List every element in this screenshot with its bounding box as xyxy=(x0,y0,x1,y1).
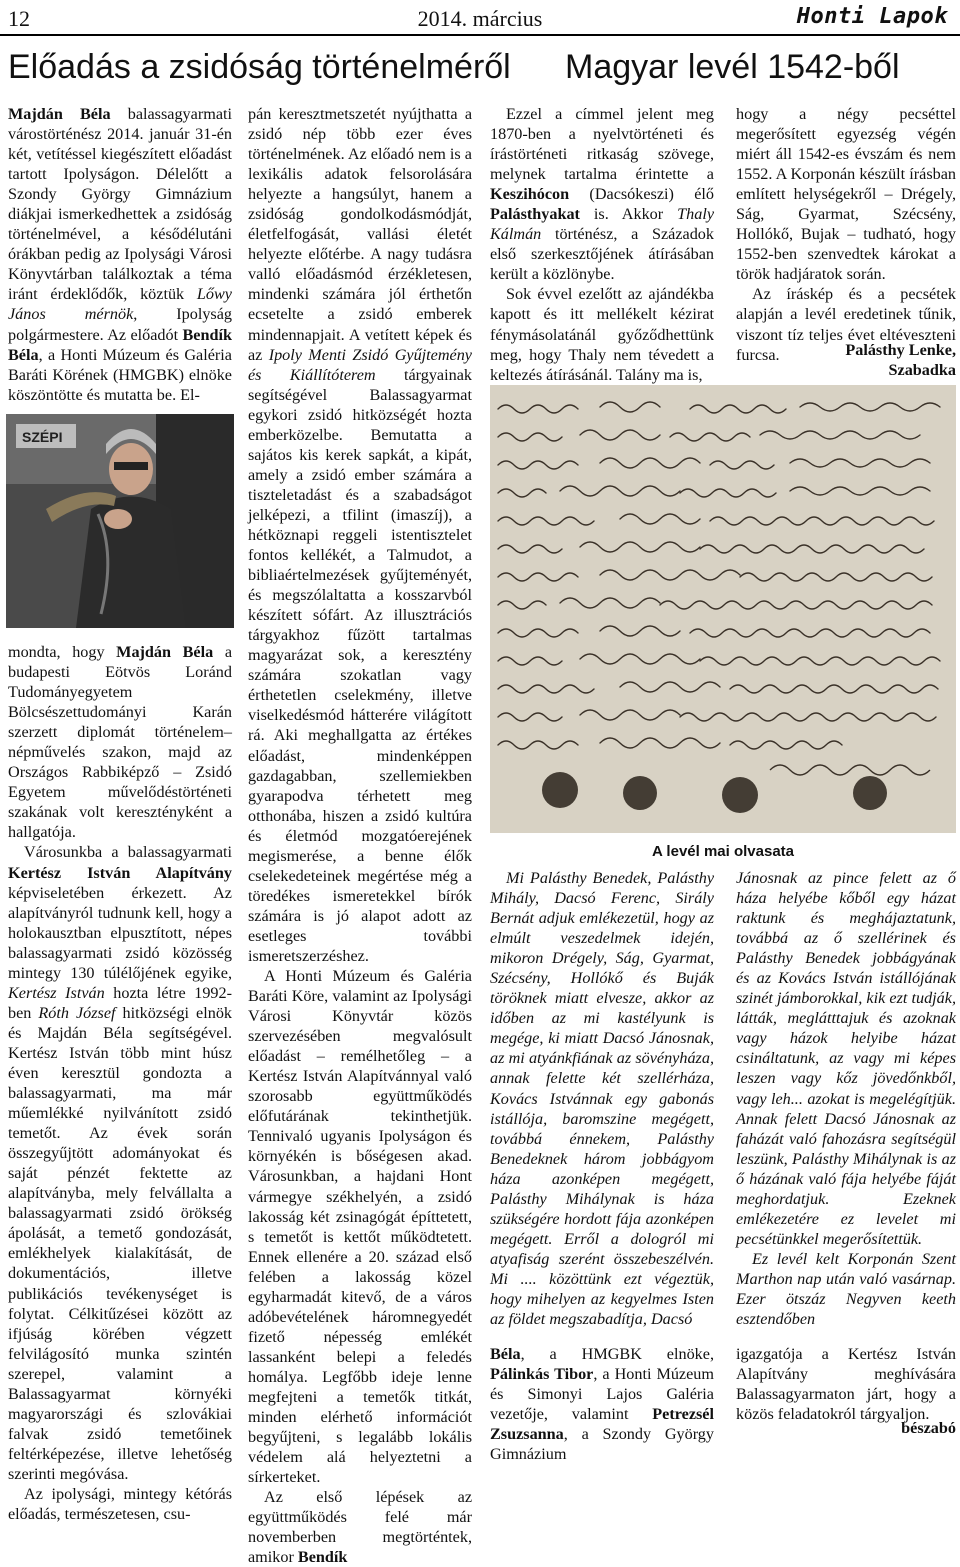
paragraph: Sok évvel ezelőtt az ajándékba kapott és itt mellékelt kézirat fénymásolatánál győződhettünk meg, hogy Thaly nem tévedett a keltezés átírásánál. Talány ma is, xyxy=(490,285,714,384)
paragraph: mondta, hogy Majdán Béla a budapesti Eötvös Loránd Tudományegyetem Bölcsészettudományi Karán szerzett diplomát történelem–népművelés szakon, majd az Országos Rabbiképző – Zsidó Egyetem művelődéstörténeti szakának volt keresztényként a hallgatója. xyxy=(8,643,233,842)
article1-col1-top xyxy=(8,104,232,405)
article1-continuation-col3 xyxy=(490,1344,714,1464)
article1-col2 xyxy=(248,104,472,1567)
letter-transcription-col2 xyxy=(736,868,956,1329)
article-title-left: Előadás a zsidóság történelméről xyxy=(8,48,511,86)
manuscript-caption: A levél mai olvasata xyxy=(651,843,795,860)
paragraph: Ez levél kelt Korponán Szent Marthon nap után való vasárnap. Ezer ötszáz Negyven keeth esztendőben xyxy=(736,1249,956,1329)
manuscript-image xyxy=(490,385,956,833)
article2-col4 xyxy=(736,104,956,365)
paragraph: Béla, a HMGBK elnöke, Pálinkás Tibor, a Honti Múzeum és Simonyi Lajos Galéria vezetője, valamint Petrezsél Zsuzsanna, a Szondy György Gimnázium xyxy=(490,1345,714,1464)
paragraph: A Honti Múzeum és Galéria Baráti Köre, valamint az Ipolysági Városi Könyvtár közös szervezésében megvalósult előadást – remélhetőleg – a Kertész István Alapítvánnyal való szorosabb együttműködés előfutárának tekinthetjük. Tennivaló ugyanis Ipolyságon és környékén is bőségesen akad. Városunkban, a hajdani Hont vármegye székhelyén, a zsidó lakosság két zsinagógát építtetett, s temetőt is kettőt működtetett. Ennek ellenére a 20. század első felében a lakosság közel egyharmadát kitevő, de a város adóbevételének háromnegyedét fizető népesség emlékét lassanként belepi a feledés homálya. Legfőbb ideje lenne megfejteni a temetők titkát, minden elérhető információt begyűjteni, s legalább lokális védelem alá helyeztetni a sírkerteket. xyxy=(248,967,472,1487)
paragraph: Majdán Béla balassagyarmati várostörténész 2014. január 31-én két, vetítéssel kiegészített előadást tartott Ipolyságon. Délelőtt a Szondy György Gimnázium diákjai ismerkedhettek a zsidóság történelmével, a késődélutáni órákban pedig az Ipolysági Városi Könyvtárban találkoztak a téma iránt érdeklődők, köztük Lőwy János mérnök, Ipolyság polgármestere. Az előadót Bendík Béla, a Honti Múzeum és Galéria Baráti Körének (HMGBK) elnöke köszöntötte és mutatta be. El- xyxy=(8,105,233,404)
article2-col3 xyxy=(490,104,714,385)
issue-date: 2014. március xyxy=(417,6,543,31)
article2-signature xyxy=(736,340,956,380)
newspaper-brand: Honti Lapok xyxy=(796,4,948,29)
header-rule xyxy=(0,34,960,36)
signature-name: Palásthy Lenke, xyxy=(845,341,956,359)
article1-col1-bottom xyxy=(8,642,232,1524)
manuscript-handwriting xyxy=(490,385,956,833)
speaker-photo xyxy=(6,414,234,628)
paragraph: Mi Palásthy Benedek, Palásthy Mihály, Dacsó Ferenc, Sirály Bernát adjuk emlékezetül, hogy az elmúlt veszedelmek idején, mikoron Drégely, Ság, Gyarmat, Szécsény, Hollókő és Buják töröknek miatt elvesze, akkor az időben az mi kastélyunk is megége, ki miatt Dacsó Jánosnak, az mi atyánkfiának az sövényháza, annak felette két szellérháza, Kovács Istvánnak egy gabonás istállója, baromszine megégett, továbbá énnekem, Palásthy Benedeknek három jobbágyom háza azonképen megégett, Palásthy Mihálynak is háza szükségére hordott fája azonképen megégett. Erről a dologról mi atyafiság szerént összebeszélvén. Mi .... közöttünk ezt végeztük, hogy mihelyen az kegyelmes Isten az földet megszabadítja, Dacsó xyxy=(490,869,714,1329)
signature-place: Szabadka xyxy=(888,361,956,380)
paragraph: Városunkba a balassagyarmati Kertész István Alapítvány képviseletében érkezett. Az alapítványról tudnunk kell, hogy a holokausztban elpusztított, népes balassagyarmati zsidó közösség mintegy 130 túlélőjének egyike, Kertész István hozta létre 1992-ben Róth József hitközségi elnök és Majdán Béla segítségével. Kertész István több mint húsz éven keresztül gondozta a balassagyarmati, ma már műemlékké nyilvánított zsidó temetőt. Az évek során összegyűjtött adományokat és saját pénzét fektette az alapítványba, mely felvállalta a balassagyarmati zsidó örökség ápolását, a temető gondozását, emlékhelyek kialakítását, de dokumentációs, illetve publikációs tevékenységet is folytat. Célkitűzései között az ifjúság körében végzett felvilágosító munka szintén szerepel, valamint a Balassagyarmat környéki magyarországi és szlovákiai falvak zsidó temetőinek feltérképezése, illetve lehetőség szerinti megóvása. xyxy=(8,843,233,1483)
photo-sign-text: SZÉPI xyxy=(22,429,63,445)
paragraph: hogy a négy pecséttel megerősített egyezség végén miért áll 1542-es évszám és nem 1552. A Korponán készült írásban említett helységekről – Drégely, Ság, Gyarmat, Szécsény, Hollókő, Bujak – tudható, hogy 1552-ben szenvedtek károkat a török hadjáratok során. xyxy=(736,105,956,284)
letter-transcription-col1 xyxy=(490,868,714,1329)
article1-continuation-col4 xyxy=(736,1344,956,1424)
paragraph: Az ipolysági, mintegy kétórás előadás, természetesen, csu- xyxy=(8,1484,232,1524)
article1-signature: bészabó xyxy=(901,1419,956,1437)
paragraph: Az első lépések az együttműködés felé már novemberben megtörténtek, amikor Bendík xyxy=(248,1488,472,1567)
article-title-right: Magyar levél 1542-ből xyxy=(565,48,900,86)
paragraph: igazgatója a Kertész István Alapítvány meghívására Balassagyarmaton járt, hogy a közös feladatokról tárgyaljon. xyxy=(736,1345,956,1424)
speaker-photo-image xyxy=(6,414,234,628)
paragraph: Jánosnak az pince felett az ő háza helyébe kőből egy házat raktunk és meghájaztatunk, továbbá az ő szellérinek és Palásthy Benedek jobbágyának és az Kovács István istállójának szinét jámborokkal, kik ezt tudják, látták, meglátttajuk és azoknak vagy házok helyibe házat csináltatunk, az vagy mi képes leszen vagy kőz jövedőnkből, vagy leh... azokat is megelégítjük. Annak felett Dacsó Jánosnak az faházát való fahozásra segítségül leszünk, Palásthy Mihálynak is az ő házának való fája helyébe fáját meghordatjuk. Ezeknek emlékezetére ez levelet mi pecsétünkkel megerősítettük. xyxy=(736,869,956,1248)
paragraph: Ezzel a címmel jelent meg 1870-ben a nyelvtörténeti és írástörténeti ritkaság szövege, melynek tartalma érintette a Keszihócon (Dacsókeszi) élő Palásthyakat is. Akkor Thaly Kálmán történész, a Századok első szerkesztőjének átírásában került a közlönybe. xyxy=(490,105,714,284)
paragraph: Az íráskép és a pecsétek alapján a levél eredetinek tűnik, viszont tíz teljes évet eltéveszteni furcsa. xyxy=(736,285,956,364)
page-number: 12 xyxy=(8,6,30,31)
paragraph: pán keresztmetszetét nyújthatta a zsidó nép több ezer éves történelmének. Az előadó nem is a lexikális adatok felsorolására helyezte a hangsúlyt, hanem a zsidóság gondolkodásmódját, életfelfogását, vallási életét helyezte előtérbe. A nagy tudásra valló előadásmód érzékletesen, mindenki számára jól érthetőn ecsetelte a zsidó emberek mindennapjait. A vetített képek és az Ipoly Menti Zsidó Gyűjtemény és Kiállítóterem tárgyainak segítségével Balassagyarmat egykori zsidó hitközségét hozta emberközelbe. Bemutatta a sajátos kis kerek sapkát, a kipát, amely a zsidó ember számára a tiszteletadást és a szabadságot jelképezi, a tfilint (imaszíj), a hétköznapi reggeli istentisztelet fontos kellékét, a Talmudot, a bibliaértelmezések gyűjteményét, és megszólaltatta a kosszarvból készített sófárt. Az illusztrációs tárgyakhoz fűzött tartalmas magyarázat sok, a keresztény számára szokatlan vagy érthetetlen cselekmény, illetve viselkedésmód hátterére világított rá. Aki meghallgatta az értékes előadást, mindenképpen gazdagabban, szellemiekben gyarapodva térhetett meg otthonába, hiszen a zsidó kultúra és életmód mozgatóerejének megismerése, a benne élők cselekedeteinek megértése még a töredékes ismeretekkel bírók számára is jó alapot adott az esetleges további ismeretszerzéshez. xyxy=(248,105,472,965)
